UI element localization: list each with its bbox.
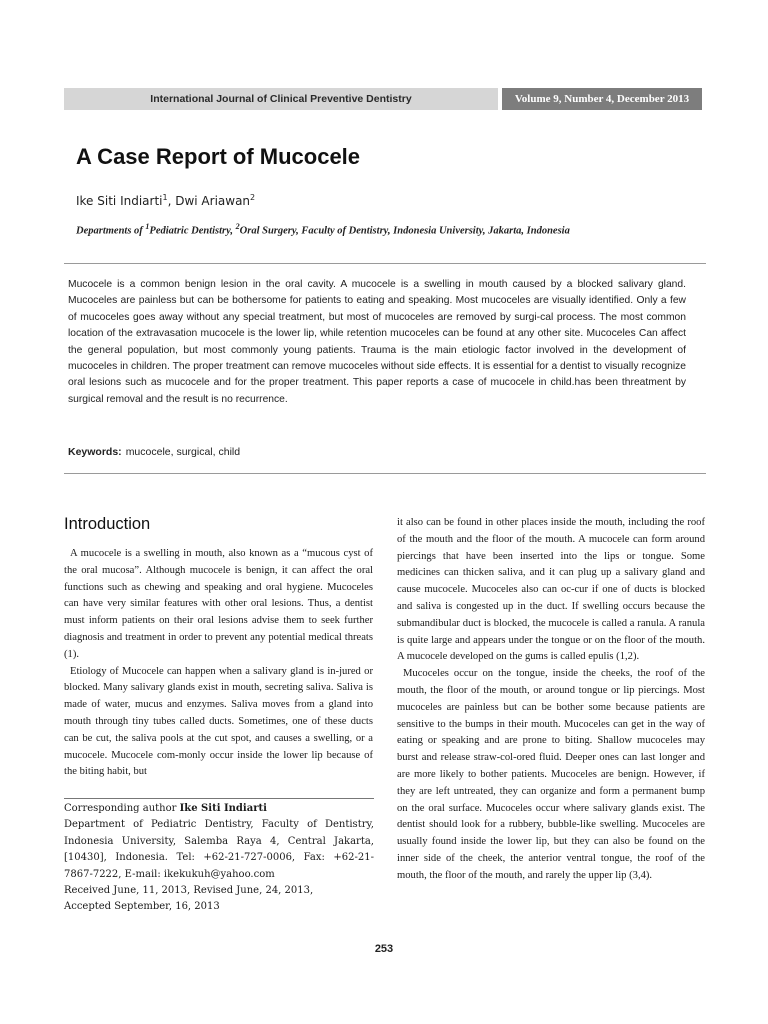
accepted-date: Accepted September, 16, 2013 <box>64 901 220 913</box>
abstract-bottom-divider <box>64 473 706 474</box>
correspondence-note <box>64 801 374 916</box>
body-paragraph: it also can be found in other places inside the mouth, including the roof of the mouth and the floor of the mouth. A mucocele can form around piercings that have been inserted into the lips or tongue. Some medicines can thicken saliva, and it can plug up a salivary gland and cause mucocele. Mucoceles also can oc-cur if one of ducts is blocked and saliva is congested up in the duct. If swelling occurs because the submandibular duct is blocked, the mucocele is called a ranula. A ranula is quite large and appears under the tongue or on the floor of the mouth. A mucocele developed on the gums is called epulis (1,2). <box>397 517 705 663</box>
body-paragraph: Etiology of Mucocele can happen when a salivary gland is in-jured or blocked. Many salivary glands exist in mouth, secreting saliva. Saliva is made of water, mucus and enzymes. Saliva moves from a gland into mouth through tiny tubes called ducts. Sometimes, one of these ducts can be cut, the saliva pools at the cut spot, and causes a swelling, or a mucocele. Mucocele com-monly occur inside the lower lip because of the biting habit, but <box>64 665 373 778</box>
correspondence-author: Ike Siti Indiarti <box>179 803 267 814</box>
affiliation-text: Oral Surgery, Faculty of Dentistry, Indonesia University, Jakarta, Indonesia <box>239 225 570 237</box>
journal-header: International Journal of Clinical Preventive Dentistry <box>64 88 498 110</box>
affiliation-mark: 2 <box>235 222 240 231</box>
author-name: Ike Siti Indiarti <box>76 194 163 208</box>
footnote-divider <box>64 798 374 799</box>
keywords-label: Keywords: <box>68 446 122 458</box>
abstract-text: Mucocele is a common benign lesion in the oral cavity. A mucocele is a swelling in mouth caused by a blocked salivary gland. Mucoceles are painless but can be bothersome for patients to eating and speaking. Most mucoceles are visually identified. Only a few of mucoceles goes away without any special treatment, but most of mucoceles are removed by surgi-cal process. The most common location of the extravasation mucocele is the lower lip, while retention mucoceles can be found at any other site. Mucoceles Can affect the general population, but most commonly young patients. Trauma is the main etiologic factor involved in the development of mucoceles in children. The proper treatment can remove mucoceles without side effects. It is essential for a dentist to visually recognize oral lesions such as mucocele and for the proper treatment. This paper reports a case of mucocele in child.has been threatment by surgical removal and the result is no recurrence. <box>68 279 686 405</box>
abstract-top-divider <box>64 263 706 264</box>
left-column <box>64 546 373 781</box>
author-affiliation-mark: 2 <box>250 193 256 202</box>
received-dates: Received June, 11, 2013, Revised June, 24, 2013, <box>64 885 314 897</box>
keywords <box>68 446 240 458</box>
author-affiliation-mark: 1 <box>162 193 168 202</box>
keywords-list: mucocele, surgical, child <box>125 446 241 458</box>
body-paragraph: Mucoceles occur on the tongue, inside the cheeks, the roof of the mouth, the floor of the mouth, or around tongue or lip piercings. Most mucoceles are painless but can be bother some because patients are sensitive to the bumps in their mouth. Mucoceles can get in the way of eating or speaking and are prone to biting. Shallow mucoceles may burst and release straw-col-ored fluid. Deeper ones can last longer and are more likely to bother patients. Mucoceles are benign. However, if they are left untreated, they can organize and form a permanent bump on the oral surface. Mucoceles occur where salivary glands exist. The dentist should look for a rubbery, bubble-like swelling. Mucoceles are usually found inside the lower lip, but they can also be found on the inner side of the cheek, the anterior ventral tongue, the roof of the mouth, the floor of the mouth, and rarely the upper lip (3,4). <box>397 668 705 881</box>
author-separator: , <box>167 194 176 208</box>
affiliation-text: Pediatric Dentistry, <box>149 225 236 237</box>
page-number: 253 <box>374 943 394 955</box>
affiliation-mark: 1 <box>145 222 150 231</box>
author-name: Dwi Ariawan <box>175 194 251 208</box>
affiliations <box>76 222 570 237</box>
correspondence-label: Corresponding author <box>64 803 180 814</box>
right-column <box>397 515 705 885</box>
volume-badge: Volume 9, Number 4, December 2013 <box>502 88 702 110</box>
section-heading-introduction: Introduction <box>64 515 151 533</box>
article-title: A Case Report of Mucocele <box>76 144 361 169</box>
correspondence-details: Department of Pediatric Dentistry, Faculty of Dentistry, Indonesia University, Salemba Raya 4, Central Jakarta, [10430], Indonesia. Tel: +62-21-727-0006, Fax: +62-21-7867-7222, E-mail: ikekukuh@yahoo.com <box>64 819 374 880</box>
affiliation-prefix: Departments of <box>76 225 146 237</box>
author-list <box>76 193 255 208</box>
body-paragraph: A mucocele is a swelling in mouth, also known as a “mucous cyst of the oral mucosa”. Although mucocele is benign, it can affect the oral functions such as chewing and speaking and oral hygiene. Mucoceles can have very similar features with other oral lesions. Thus, a dentist must inform patients on their oral lesions advise them to seek further diagnosis and treatment in order to prevent any potential medical threats (1). <box>64 548 373 660</box>
